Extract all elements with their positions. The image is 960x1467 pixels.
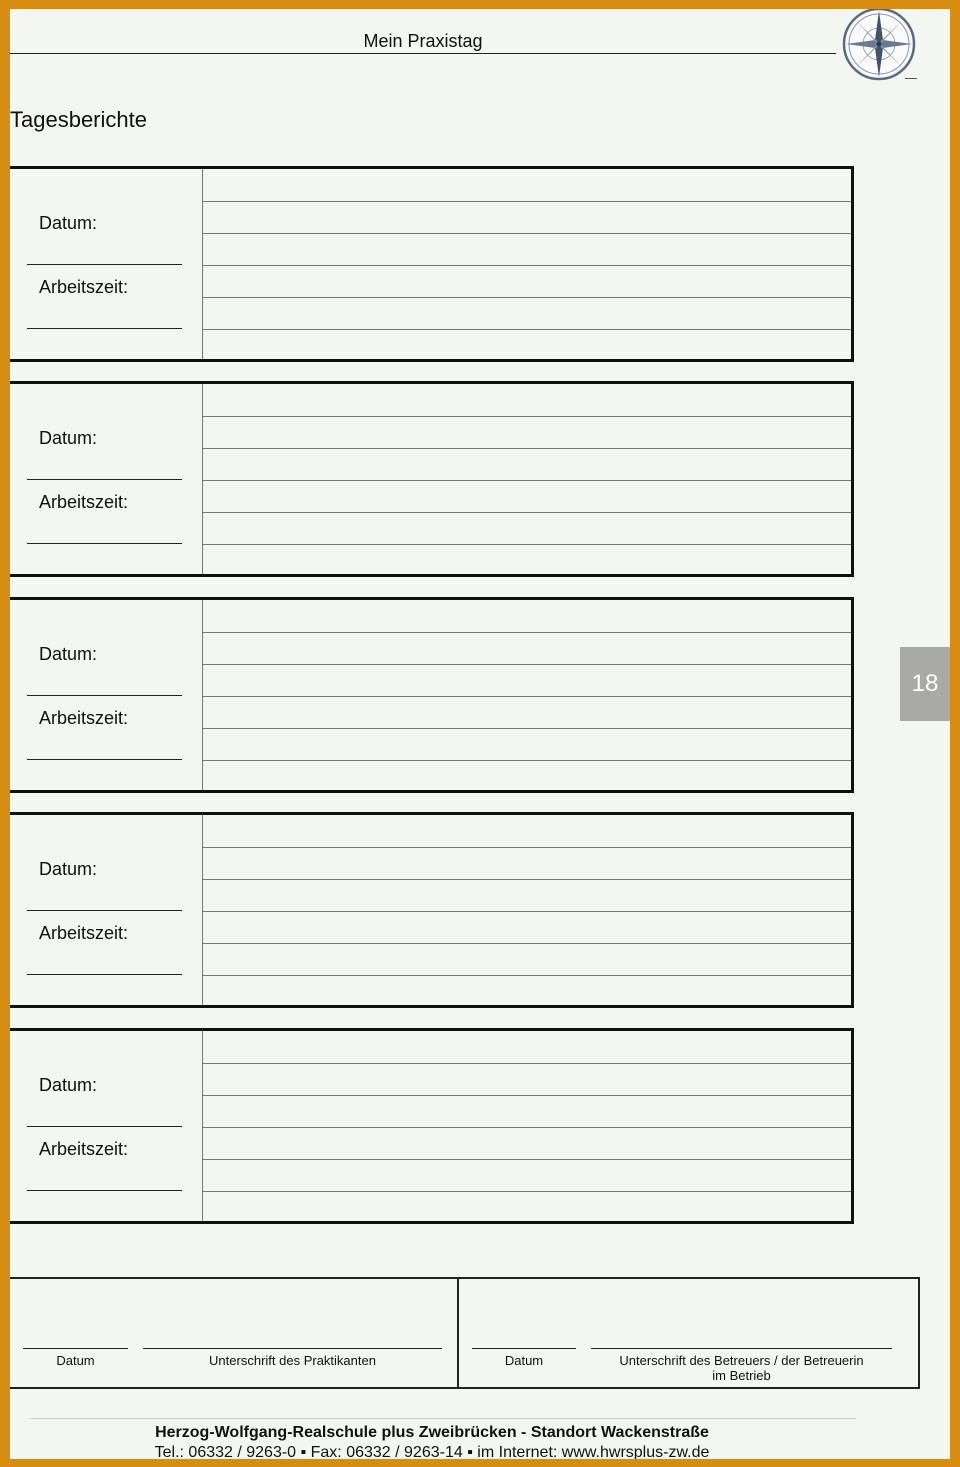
footer-contact-info: Tel.: 06332 / 9263-0 ▪ Fax: 06332 / 9263-14 ▪ im Internet: www.hwrsplus-zw.de [154, 1444, 710, 1459]
date-label: Datum: [39, 644, 98, 664]
supervisor-date-line[interactable] [472, 1348, 576, 1349]
ruled-line [203, 1159, 851, 1160]
ruled-line [203, 943, 851, 944]
supervisor-signature-label-line2: im Betrieb [712, 1368, 771, 1383]
daily-report-box [10, 812, 854, 1008]
ruled-line [203, 879, 851, 880]
supervisor-signature-line[interactable] [591, 1348, 892, 1349]
daily-report-box [10, 166, 854, 362]
page-header-title: Mein Praxistag [363, 31, 483, 51]
ruled-line [203, 975, 851, 976]
footer-divider [30, 1418, 856, 1419]
ruled-line [203, 911, 851, 912]
date-label: Datum: [39, 428, 98, 448]
date-label: Datum: [39, 1075, 98, 1095]
page-number-tab: 18 [900, 647, 950, 721]
worktime-label: Arbeitszeit: [39, 277, 129, 297]
ruled-line [203, 664, 851, 665]
ruled-line [203, 512, 851, 513]
date-field[interactable] [27, 695, 182, 696]
worktime-label: Arbeitszeit: [39, 1139, 129, 1159]
report-text-area[interactable] [203, 815, 851, 1005]
ruled-line [203, 1095, 851, 1096]
report-text-area[interactable] [203, 169, 851, 359]
ruled-line [203, 329, 851, 330]
ruled-line [203, 448, 851, 449]
signature-box [10, 1277, 920, 1389]
ruled-line [203, 480, 851, 481]
date-field[interactable] [27, 910, 182, 911]
ruled-line [203, 760, 851, 761]
supervisor-date-label: Datum [504, 1353, 544, 1368]
report-text-area[interactable] [203, 1031, 851, 1221]
signature-divider [457, 1279, 459, 1387]
worktime-field[interactable] [27, 1190, 182, 1191]
report-text-area[interactable] [203, 600, 851, 790]
student-date-label: Datum [56, 1353, 95, 1368]
report-meta-column [10, 169, 203, 359]
ruled-line [203, 265, 851, 266]
ruled-line [203, 297, 851, 298]
report-meta-column [10, 600, 203, 790]
ruled-line [203, 1191, 851, 1192]
student-signature-line[interactable] [143, 1348, 442, 1349]
ruled-line [203, 847, 851, 848]
daily-report-box [10, 597, 854, 793]
ruled-line [203, 1063, 851, 1064]
report-meta-column [10, 815, 203, 1005]
date-label: Datum: [39, 213, 98, 233]
date-field[interactable] [27, 264, 182, 265]
footer-school-name: Herzog-Wolfgang-Realschule plus Zweibrücken - Standort Wackenstraße [155, 1424, 709, 1441]
date-field[interactable] [27, 1126, 182, 1127]
ruled-line [203, 416, 851, 417]
report-meta-column [10, 1031, 203, 1221]
student-date-line[interactable] [23, 1348, 128, 1349]
supervisor-signature-label-line1: Unterschrift des Betreuers / der Betreuerin [619, 1353, 864, 1368]
worktime-field[interactable] [27, 543, 182, 544]
worktime-field[interactable] [27, 974, 182, 975]
worktime-label: Arbeitszeit: [39, 923, 129, 943]
document-page [10, 9, 950, 1459]
student-signature-label: Unterschrift des Praktikanten [209, 1353, 376, 1368]
ruled-line [203, 233, 851, 234]
section-title: Tagesberichte [10, 107, 147, 132]
compass-rose-icon [840, 9, 918, 83]
ruled-line [203, 1127, 851, 1128]
ruled-line [203, 201, 851, 202]
worktime-label: Arbeitszeit: [39, 492, 129, 512]
date-label: Datum: [39, 859, 98, 879]
ruled-line [203, 728, 851, 729]
header-divider [10, 53, 836, 54]
daily-report-box [10, 381, 854, 577]
supervisor-signature-label [591, 1353, 892, 1383]
report-meta-column [10, 384, 203, 574]
ruled-line [203, 632, 851, 633]
worktime-field[interactable] [27, 759, 182, 760]
logo-underline [905, 78, 917, 79]
date-field[interactable] [27, 479, 182, 480]
ruled-line [203, 544, 851, 545]
ruled-line [203, 696, 851, 697]
report-text-area[interactable] [203, 384, 851, 574]
worktime-label: Arbeitszeit: [39, 708, 129, 728]
worktime-field[interactable] [27, 328, 182, 329]
daily-report-box [10, 1028, 854, 1224]
